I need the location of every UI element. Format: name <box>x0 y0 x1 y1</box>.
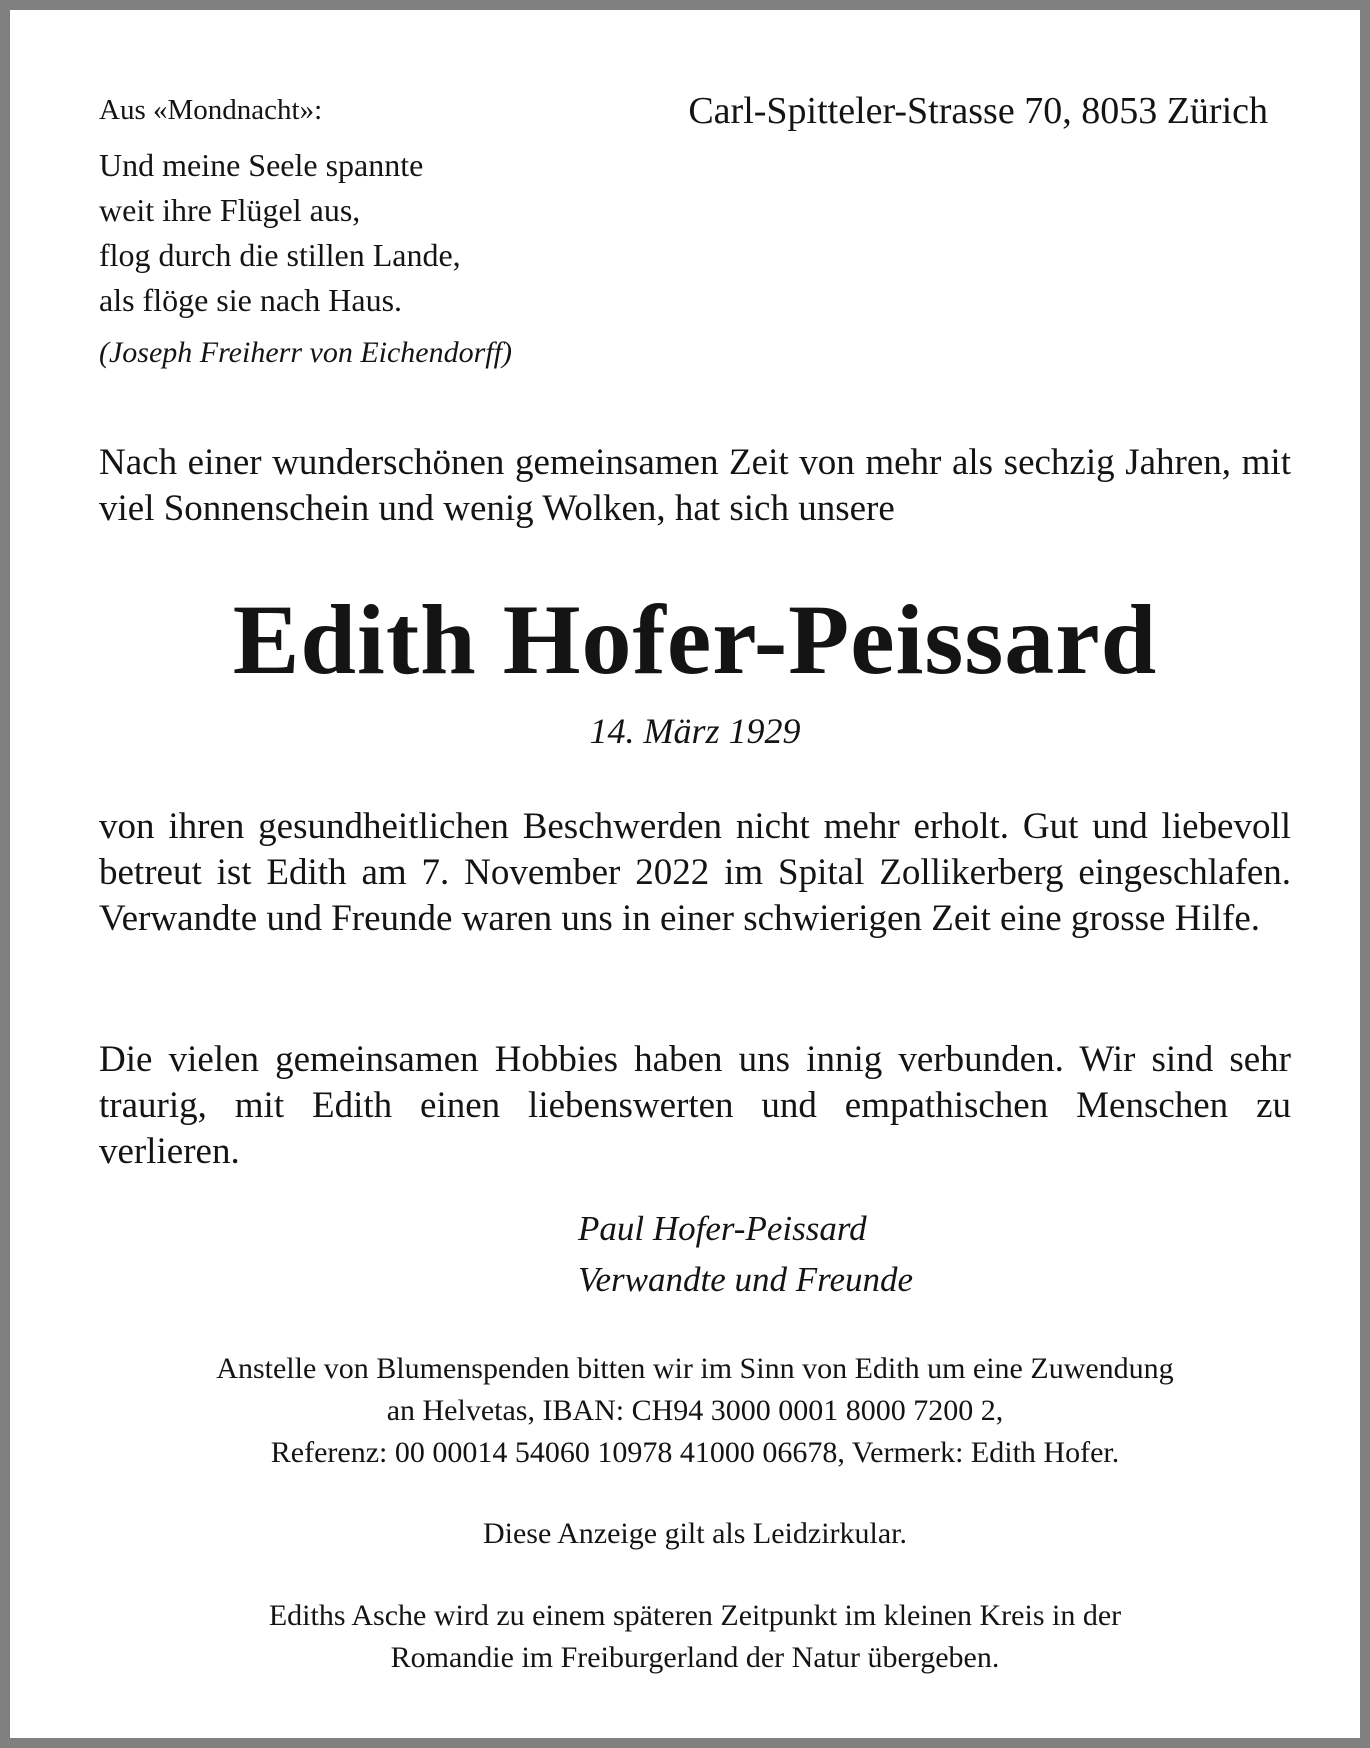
circular-note <box>10 1513 1370 1555</box>
address: Carl-Spitteler-Strasse 70, 8053 Zürich <box>688 90 1268 132</box>
donation-line: Referenz: 00 00014 54060 10978 41000 06678, Vermerk: Edith Hofer. <box>270 1436 1120 1469</box>
quote-intro: Aus «Mondnacht»: <box>99 94 323 126</box>
signoff-line: Verwandte und Freunde <box>578 1260 914 1299</box>
poem-line: Und meine Seele spannte <box>99 147 424 183</box>
poem-author: (Joseph Freiherr von Eichendorff) <box>99 336 512 369</box>
birth-date: 14. März 1929 <box>589 711 801 751</box>
circular-line: Diese Anzeige gilt als Leidzirkular. <box>482 1517 908 1550</box>
ashes-line: Romandie im Freiburgerland der Natur übergeben. <box>390 1641 1000 1674</box>
hobbies-paragraph: Die vielen gemeinsamen Hobbies haben uns innig verbunden. Wir sind sehr traurig, mit Edith einen liebenswerten und empathischen Menschen zu verlieren. <box>99 1039 1291 1172</box>
signoff <box>578 1203 913 1305</box>
donation-note <box>10 1348 1370 1474</box>
signoff-line: Paul Hofer-Peissard <box>578 1209 867 1248</box>
donation-line: an Helvetas, IBAN: CH94 3000 0001 8000 7200 2, <box>386 1394 1004 1427</box>
intro-paragraph: Nach einer wunderschönen gemeinsamen Zeit von mehr als sechzig Jahren, mit viel Sonnenschein und wenig Wolken, hat sich unsere <box>99 442 1291 529</box>
ashes-note <box>10 1595 1370 1679</box>
poem-line: flog durch die stillen Lande, <box>99 237 461 273</box>
ashes-line: Ediths Asche wird zu einem späteren Zeitpunkt im kleinen Kreis in der <box>268 1599 1122 1632</box>
deceased-name: Edith Hofer-Peissard <box>232 584 1158 695</box>
donation-line: Anstelle von Blumenspenden bitten wir im Sinn von Edith um eine Zuwendung <box>216 1352 1174 1385</box>
poem-line: als flöge sie nach Haus. <box>99 282 403 318</box>
body-paragraph: von ihren gesundheitlichen Beschwerden nicht mehr erholt. Gut und liebevoll betreut ist Edith am 7. November 2022 im Spital Zollikerberg eingeschlafen. Verwandte und Freunde waren uns in einer schwierigen Zeit eine grosse Hilfe. <box>99 806 1291 939</box>
poem-line: weit ihre Flügel aus, <box>99 192 361 228</box>
poem <box>99 143 461 323</box>
